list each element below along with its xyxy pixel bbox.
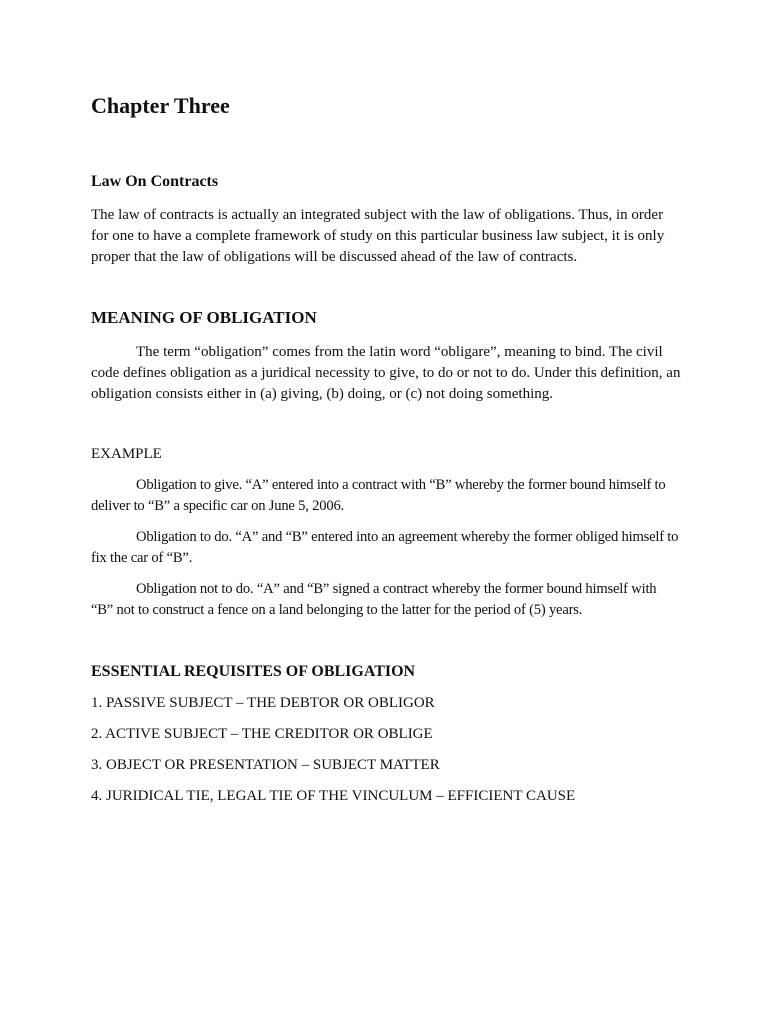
spacer	[91, 328, 681, 342]
meaning-paragraph: The term “obligation” comes from the latin word “obligare”, meaning to bind. The civil code defines obligation as a juridical necessity to give, to do or not to do. Under this definition, an obligation consists either in (a) giving, (b) doing, or (c) not doing something.	[91, 344, 681, 402]
spacer	[91, 517, 681, 527]
example-heading: EXAMPLE	[91, 446, 162, 462]
example-item-give: Obligation to give. “A” entered into a contract with “B” whereby the former bound himself to deliver to “B” a specific car on June 5, 2006.	[91, 477, 666, 514]
list-item: 3. OBJECT OR PRESENTATION – SUBJECT MATTER	[91, 757, 440, 773]
spacer	[91, 120, 681, 172]
spacer	[91, 621, 681, 662]
spacer	[91, 268, 681, 308]
spacer	[91, 569, 681, 579]
document-body	[91, 92, 681, 817]
spacer	[91, 192, 681, 205]
list-item: 2. ACTIVE SUBJECT – THE CREDITOR OR OBLIGE	[91, 726, 433, 742]
section-title: Law On Contracts	[91, 173, 219, 190]
requisites-list	[91, 693, 681, 806]
meaning-heading: MEANING OF OBLIGATION	[91, 308, 317, 327]
example-item-not-do: Obligation not to do. “A” and “B” signed a contract whereby the former bound himself with “B” not to construct a fence on a land belonging to the latter for the period of (5) years.	[91, 581, 657, 618]
intro-paragraph: The law of contracts is actually an integrated subject with the law of obligations. Thus, in order for one to have a complete framework of study on this particular business law subject, it is only proper that the law of obligations will be discussed ahead of the law of contracts.	[91, 207, 665, 265]
spacer	[91, 465, 681, 475]
spacer	[91, 682, 681, 693]
list-item: 1. PASSIVE SUBJECT – THE DEBTOR OR OBLIGOR	[91, 695, 435, 711]
example-item-do: Obligation to do. “A” and “B” entered into an agreement whereby the former obliged himself to fix the car of “B”.	[91, 529, 679, 566]
requisites-heading: ESSENTIAL REQUISITES OF OBLIGATION	[91, 663, 416, 680]
spacer	[91, 405, 681, 444]
chapter-title: Chapter Three	[91, 93, 230, 118]
list-item: 4. JURIDICAL TIE, LEGAL TIE OF THE VINCULUM – EFFICIENT CAUSE	[91, 788, 576, 804]
